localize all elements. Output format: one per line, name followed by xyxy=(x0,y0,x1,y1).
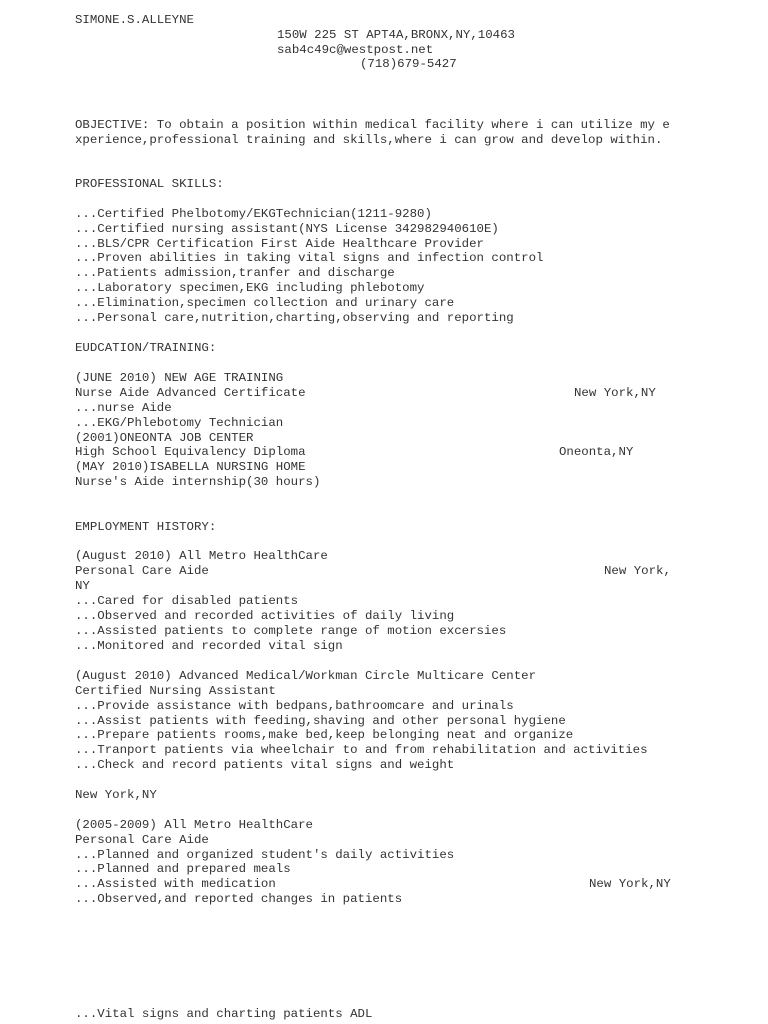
education-line: (JUNE 2010) NEW AGE TRAINING xyxy=(75,371,284,385)
job-line: ...Cared for disabled patients xyxy=(75,594,299,608)
job-line: (August 2010) Advanced Medical/Workman Circle Multicare Center xyxy=(75,669,537,683)
job-line: (2005-2009) All Metro HealthCare xyxy=(75,818,313,832)
resume-name: SIMONE.S.ALLEYNE xyxy=(75,13,194,27)
education-line: High School Equivalency Diploma xyxy=(75,445,306,459)
skill-item: ...Patients admission,tranfer and discharge xyxy=(75,266,395,280)
email[interactable]: sab4c49c@westpost.net xyxy=(277,43,434,57)
employment-heading: EMPLOYMENT HISTORY: xyxy=(75,520,217,534)
job-line: ...Observed,and reported changes in patients xyxy=(75,892,403,906)
education-line: ...EKG/Phlebotomy Technician xyxy=(75,416,284,430)
job-line: Personal Care Aide xyxy=(75,564,209,578)
skill-item: ...Elimination,specimen collection and urinary care xyxy=(75,296,455,310)
job-line: ...Assist patients with feeding,shaving and other personal hygiene xyxy=(75,714,566,728)
education-line: (MAY 2010)ISABELLA NURSING HOME xyxy=(75,460,306,474)
job-line: ...Check and record patients vital signs and weight xyxy=(75,758,455,772)
address: 150W 225 ST APT4A,BRONX,NY,10463 xyxy=(277,28,515,42)
job-line: ...Prepare patients rooms,make bed,keep belonging neat and organize xyxy=(75,728,574,742)
skills-heading: PROFESSIONAL SKILLS: xyxy=(75,177,224,191)
skill-item: ...Certified Phelbotomy/EKGTechnician(1211-9280) xyxy=(75,207,432,221)
education-line: Nurse's Aide internship(30 hours) xyxy=(75,475,321,489)
job-line: ...Planned and prepared meals xyxy=(75,862,291,876)
phone: (718)679-5427 xyxy=(360,57,457,71)
job-line: NY xyxy=(75,579,90,593)
job-line: ...Provide assistance with bedpans,bathroomcare and urinals xyxy=(75,699,514,713)
job-location: New York,NY xyxy=(589,877,671,891)
job-line: ...Observed and recorded activities of daily living xyxy=(75,609,455,623)
job-line: ...Assisted with medication xyxy=(75,877,276,891)
education-location: Oneonta,NY xyxy=(559,445,634,459)
skill-item: ...Certified nursing assistant(NYS License 342982940610E) xyxy=(75,222,499,236)
job-line: ...Monitored and recorded vital sign xyxy=(75,639,343,653)
skill-item: ...Laboratory specimen,EKG including phlebotomy xyxy=(75,281,425,295)
skill-item: ...Proven abilities in taking vital signs and infection control xyxy=(75,251,544,265)
job-line: ...Assisted patients to complete range of motion excersies xyxy=(75,624,507,638)
skill-item: ...Personal care,nutrition,charting,observing and reporting xyxy=(75,311,514,325)
skill-item: ...BLS/CPR Certification First Aide Healthcare Provider xyxy=(75,237,484,251)
job-line: Certified Nursing Assistant xyxy=(75,684,276,698)
objective-line: OBJECTIVE: To obtain a position within medical facility where i can utilize my e xyxy=(75,118,670,132)
education-line: (2001)ONEONTA JOB CENTER xyxy=(75,431,254,445)
education-line: ...nurse Aide xyxy=(75,401,172,415)
job-location: New York, xyxy=(604,564,671,578)
job-line: (August 2010) All Metro HealthCare xyxy=(75,549,328,563)
objective-line: xperience,professional training and skills,where i can grow and develop within. xyxy=(75,133,663,147)
job-line: Personal Care Aide xyxy=(75,833,209,847)
job-line: ...Planned and organized student's daily activities xyxy=(75,848,455,862)
trailing-line: ...Vital signs and charting patients ADL xyxy=(75,1007,373,1021)
job-line: ...Tranport patients via wheelchair to and from rehabilitation and activities xyxy=(75,743,648,757)
education-line: Nurse Aide Advanced Certificate xyxy=(75,386,306,400)
job-location: New York,NY xyxy=(75,788,157,802)
education-heading: EUDCATION/TRAINING: xyxy=(75,341,217,355)
education-location: New York,NY xyxy=(574,386,656,400)
